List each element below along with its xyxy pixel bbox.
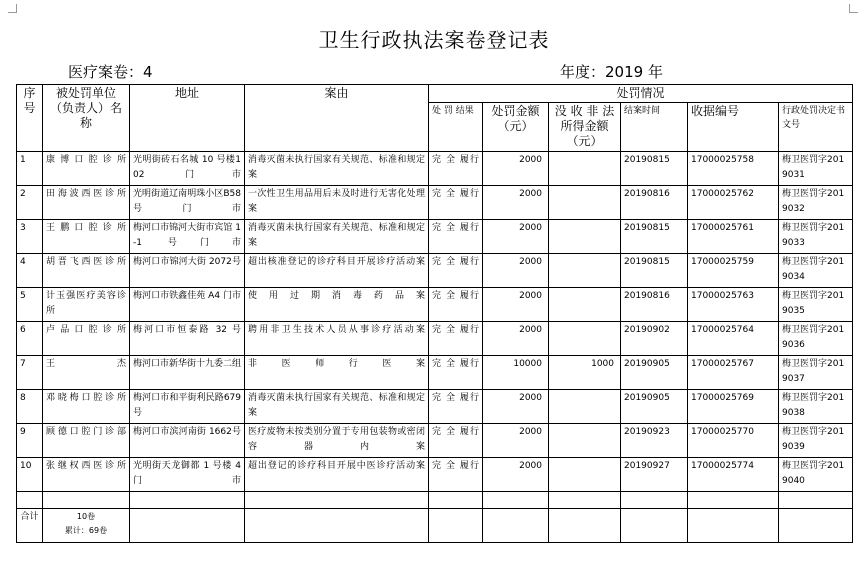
- cell-amount: 2000: [483, 424, 549, 458]
- cell-doc-no: 梅卫医罚字2019037: [779, 356, 853, 390]
- cell-party: 张继权西医诊所: [43, 458, 130, 492]
- cell-result: 完 全 履行: [429, 152, 483, 186]
- cell-receipt-no: 17000025758: [688, 152, 779, 186]
- cell-result: 完 全 履行: [429, 390, 483, 424]
- cell-seq: 2: [17, 186, 43, 220]
- cell-case: 聘用非卫生技术人员从事诊疗活动案: [245, 322, 429, 356]
- cell-empty: [483, 509, 549, 543]
- cell-confiscated: [549, 424, 621, 458]
- cell-amount: 2000: [483, 152, 549, 186]
- cell-party: 胡晋飞西医诊所: [43, 254, 130, 288]
- cell-party: 计玉强医疗美容诊所: [43, 288, 130, 322]
- cell-empty: [549, 492, 621, 509]
- cell-seq: 6: [17, 322, 43, 356]
- cell-receipt-no: 17000025769: [688, 390, 779, 424]
- cell-closed-time: 20190815: [621, 220, 688, 254]
- cell-empty: [130, 492, 245, 509]
- cell-case: 消毒灭菌未执行国家有关规范、标准和规定案: [245, 390, 429, 424]
- cell-seq: 5: [17, 288, 43, 322]
- cell-receipt-no: 17000025759: [688, 254, 779, 288]
- cell-address: 梅河口市滨河南街 1662号: [130, 424, 245, 458]
- cell-confiscated: [549, 186, 621, 220]
- cell-address: 光明街道辽南明珠小区B58 号门市: [130, 186, 245, 220]
- cell-closed-time: 20190923: [621, 424, 688, 458]
- year-label: 年度：2019 年: [560, 63, 663, 81]
- cell-address: 梅河口市锦河大街 2072号: [130, 254, 245, 288]
- cell-empty: [429, 509, 483, 543]
- header-result: 处 罚 结果: [429, 103, 483, 152]
- cell-case: 超出登记的诊疗科目开展中医诊疗活动案: [245, 458, 429, 492]
- cell-empty: [17, 492, 43, 509]
- cell-receipt-no: 17000025767: [688, 356, 779, 390]
- cell-doc-no: 梅卫医罚字2019031: [779, 152, 853, 186]
- cell-case: 消毒灭菌未执行国家有关规范、标准和规定案: [245, 152, 429, 186]
- cell-amount: 2000: [483, 186, 549, 220]
- cell-party: 邓晓梅口腔诊所: [43, 390, 130, 424]
- header-row-1: [17, 85, 853, 103]
- cell-result: 完 全 履行: [429, 424, 483, 458]
- cell-address: 梅河口市新华街十九委二组: [130, 356, 245, 390]
- cell-closed-time: 20190905: [621, 390, 688, 424]
- cell-seq: 9: [17, 424, 43, 458]
- cell-party: 王鹏口腔诊所: [43, 220, 130, 254]
- cell-seq: 7: [17, 356, 43, 390]
- header-doc-no: 行政处罚决定书文号: [779, 103, 853, 152]
- cell-empty: [779, 509, 853, 543]
- page-corner-mark-right: [849, 4, 858, 13]
- cell-doc-no: 梅卫医罚字2019032: [779, 186, 853, 220]
- volume-label: 医疗案卷：4: [68, 63, 153, 81]
- cell-result: 完 全 履行: [429, 288, 483, 322]
- cell-confiscated: [549, 390, 621, 424]
- cell-receipt-no: 17000025761: [688, 220, 779, 254]
- cell-party: 卢品口腔诊所: [43, 322, 130, 356]
- header-amount: 处罚金额（元）: [483, 103, 549, 152]
- page-corner-mark-left: [8, 4, 17, 13]
- table-row: [17, 458, 853, 492]
- cell-confiscated: [549, 220, 621, 254]
- totals-label: 合计: [17, 509, 43, 543]
- cell-amount: 2000: [483, 288, 549, 322]
- cell-seq: 4: [17, 254, 43, 288]
- cell-doc-no: 梅卫医罚字2019040: [779, 458, 853, 492]
- cell-empty: [245, 509, 429, 543]
- table-row: [17, 322, 853, 356]
- cell-result: 完 全 履行: [429, 254, 483, 288]
- page-title: 卫生行政执法案卷登记表: [318, 28, 550, 52]
- table-row: [17, 254, 853, 288]
- totals-volumes-cell: [43, 509, 130, 543]
- cell-case: 消毒灭菌未执行国家有关规范、标准和规定案: [245, 220, 429, 254]
- empty-row: [17, 492, 853, 509]
- header-receipt-no: 收据编号: [688, 103, 779, 152]
- cell-confiscated: [549, 288, 621, 322]
- cell-party: 顾德口腔门诊部: [43, 424, 130, 458]
- cell-confiscated: 1000: [549, 356, 621, 390]
- cell-empty: [621, 492, 688, 509]
- cell-receipt-no: 17000025770: [688, 424, 779, 458]
- cell-empty: [130, 509, 245, 543]
- header-party: 被处罚单位（负责人）名称: [43, 85, 130, 152]
- cell-address: 梅河口市和平街利民路679 号: [130, 390, 245, 424]
- cell-closed-time: 20190815: [621, 152, 688, 186]
- cell-confiscated: [549, 254, 621, 288]
- cell-closed-time: 20190816: [621, 288, 688, 322]
- cell-confiscated: [549, 152, 621, 186]
- cell-empty: [688, 509, 779, 543]
- cell-closed-time: 20190927: [621, 458, 688, 492]
- cell-closed-time: 20190905: [621, 356, 688, 390]
- cell-case: 医疗废物未按类别分置于专用包装物或密闭容器内案: [245, 424, 429, 458]
- register-table: [16, 84, 853, 543]
- cell-empty: [621, 509, 688, 543]
- table-row: [17, 390, 853, 424]
- cell-result: 完 全 履行: [429, 186, 483, 220]
- cell-empty: [779, 492, 853, 509]
- cell-empty: [483, 492, 549, 509]
- cell-empty: [429, 492, 483, 509]
- cell-doc-no: 梅卫医罚字2019038: [779, 390, 853, 424]
- cell-closed-time: 20190902: [621, 322, 688, 356]
- cell-party: 康博口腔诊所: [43, 152, 130, 186]
- header-closed-time: 结案时间: [621, 103, 688, 152]
- cell-party: 田海波西医诊所: [43, 186, 130, 220]
- cell-seq: 3: [17, 220, 43, 254]
- table-row: [17, 288, 853, 322]
- table-row: [17, 220, 853, 254]
- header-seq: 序号: [17, 85, 43, 152]
- cell-result: 完 全 履行: [429, 356, 483, 390]
- cell-case: 使用过期消毒药品案: [245, 288, 429, 322]
- cell-empty: [549, 509, 621, 543]
- cell-amount: 2000: [483, 390, 549, 424]
- cell-receipt-no: 17000025762: [688, 186, 779, 220]
- cell-doc-no: 梅卫医罚字2019033: [779, 220, 853, 254]
- cell-doc-no: 梅卫医罚字2019039: [779, 424, 853, 458]
- cell-seq: 1: [17, 152, 43, 186]
- table-row: [17, 424, 853, 458]
- table-row: [17, 356, 853, 390]
- table-row: [17, 186, 853, 220]
- cell-amount: 10000: [483, 356, 549, 390]
- header-penalty-group: 处罚情况: [429, 85, 853, 103]
- header-case: 案由: [245, 85, 429, 152]
- cell-amount: 2000: [483, 254, 549, 288]
- cell-receipt-no: 17000025763: [688, 288, 779, 322]
- cell-address: 梅河口市锦河大街市宾馆 1-1 号门市: [130, 220, 245, 254]
- cell-seq: 10: [17, 458, 43, 492]
- cell-address: 光明街砖石名城 10 号楼102 门市: [130, 152, 245, 186]
- cell-address: 梅河口市恒泰路 32 号: [130, 322, 245, 356]
- cell-amount: 2000: [483, 458, 549, 492]
- cell-party: 王杰: [43, 356, 130, 390]
- cell-empty: [245, 492, 429, 509]
- cell-confiscated: [549, 458, 621, 492]
- cell-empty: [688, 492, 779, 509]
- cell-doc-no: 梅卫医罚字2019034: [779, 254, 853, 288]
- cell-amount: 2000: [483, 220, 549, 254]
- cell-empty: [43, 492, 130, 509]
- totals-cumulative: 累计：69卷: [64, 526, 108, 535]
- header-confiscated: 没 收 非 法所得金额（元）: [549, 103, 621, 152]
- totals-row: [17, 509, 853, 543]
- cell-closed-time: 20190816: [621, 186, 688, 220]
- cell-case: 一次性卫生用品用后未及时进行无害化处理案: [245, 186, 429, 220]
- cell-receipt-no: 17000025764: [688, 322, 779, 356]
- cell-address: 光明街天龙御都 1 号楼 4门市: [130, 458, 245, 492]
- cell-result: 完 全 履行: [429, 458, 483, 492]
- cell-case: 非医师行医案: [245, 356, 429, 390]
- cell-address: 梅河口市铁鑫佳苑 A4 门市: [130, 288, 245, 322]
- table-row: [17, 152, 853, 186]
- cell-receipt-no: 17000025774: [688, 458, 779, 492]
- cell-doc-no: 梅卫医罚字2019035: [779, 288, 853, 322]
- header-address: 地址: [130, 85, 245, 152]
- cell-seq: 8: [17, 390, 43, 424]
- cell-confiscated: [549, 322, 621, 356]
- cell-amount: 2000: [483, 322, 549, 356]
- cell-result: 完 全 履行: [429, 220, 483, 254]
- cell-closed-time: 20190815: [621, 254, 688, 288]
- cell-doc-no: 梅卫医罚字2019036: [779, 322, 853, 356]
- totals-volumes: 10卷: [76, 512, 96, 521]
- cell-case: 超出核准登记的诊疗科目开展诊疗活动案: [245, 254, 429, 288]
- cell-result: 完 全 履行: [429, 322, 483, 356]
